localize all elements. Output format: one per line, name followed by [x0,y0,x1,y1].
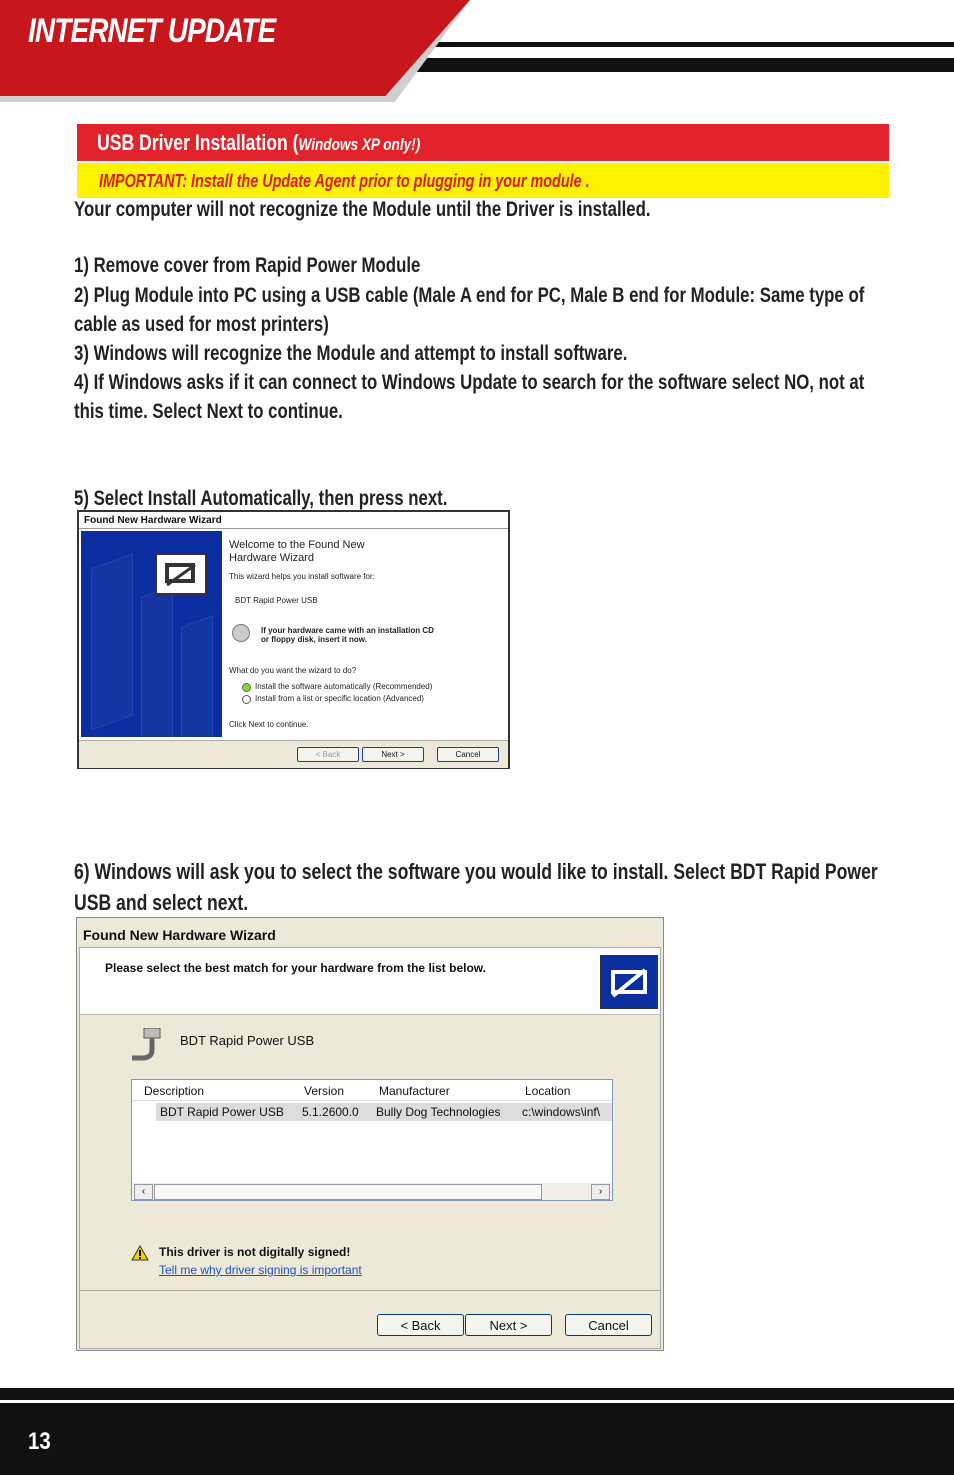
step-4: 4) If Windows asks if it can connect to Windows Update to search for the software select NO, not at [74,371,865,394]
radio-advanced[interactable] [242,695,251,704]
step-5: 5) Select Install Automatically, then press next. [74,487,448,510]
section-title-bar [77,124,889,161]
section-title: USB Driver Installation (Windows XP only!) [97,130,421,155]
step-4-cont: this time. Select Next to continue. [74,400,343,423]
cd-hint-2: or floppy disk, insert it now. [261,635,367,644]
radio-auto[interactable] [242,683,251,692]
footer-bar [0,1403,954,1475]
device-name: BDT Rapid Power USB [235,596,318,605]
next-button[interactable]: Next > [465,1314,552,1336]
back-button[interactable]: < Back [377,1314,464,1336]
step-6: 6) Windows will ask you to select the software you would like to install. Select BDT Rapid Power [74,859,878,884]
step-1: 1) Remove cover from Rapid Power Module [74,254,421,277]
driver-list[interactable] [131,1079,613,1201]
click-next-text: Click Next to continue. [229,720,309,729]
cd-hint-1: If your hardware came with an installation CD [261,626,434,635]
wizard-question: What do you want the wizard to do? [229,666,357,675]
col-location[interactable]: Location [525,1084,571,1098]
driver-signing-link[interactable]: Tell me why driver signing is important [159,1263,362,1277]
unsigned-warning: This driver is not digitally signed! [159,1245,351,1259]
dialog-header-band [80,948,660,1015]
scroll-right-icon[interactable]: › [591,1184,610,1200]
dialog-title: Found New Hardware Wizard [77,918,663,947]
scroll-thumb[interactable] [154,1184,542,1200]
warning-icon [131,1245,149,1261]
step-2: 2) Plug Module into PC using a USB cable (Male A end for PC, Male B end for Module: Same type of [74,284,865,307]
step-2-cont: cable as used for most printers) [74,313,329,336]
col-description[interactable]: Description [144,1084,205,1098]
radio-advanced-label: Install from a list or specific location (Advanced) [255,694,424,703]
col-manufacturer[interactable]: Manufacturer [379,1084,450,1098]
cell-version: 5.1.2600.0 [302,1105,359,1119]
important-note-bar [77,163,889,198]
cancel-button[interactable]: Cancel [565,1314,652,1336]
cd-icon [232,624,250,642]
welcome-heading-1: Welcome to the Found New [229,539,365,551]
cell-description: BDT Rapid Power USB [160,1105,284,1119]
cell-location: c:\windows\inf\ [522,1105,601,1119]
hardware-icon [600,955,658,1009]
device-name: BDT Rapid Power USB [180,1033,315,1048]
welcome-heading-2: Hardware Wizard [229,552,314,564]
back-button[interactable]: < Back [297,747,359,762]
hardware-icon [155,553,207,595]
important-note: IMPORTANT: Install the Update Agent prior to plugging in your module . [99,171,590,191]
horizontal-scrollbar[interactable] [132,1183,612,1200]
step-6-cont: USB and select next. [74,890,249,915]
intro-text: Your computer will not recognize the Module until the Driver is installed. [74,198,651,221]
page-number: 13 [28,1428,51,1455]
dialog-footer [79,740,508,768]
dialog-title: Found New Hardware Wizard [79,512,508,529]
list-header [132,1080,612,1101]
wizard-helps-text: This wizard helps you install software for: [229,572,375,581]
wizard-welcome-screenshot [77,510,510,769]
next-button[interactable]: Next > [362,747,424,762]
dialog-heading: Please select the best match for your hardware from the list below. [105,961,486,975]
cell-manufacturer: Bully Dog Technologies [376,1105,501,1119]
step-3: 3) Windows will recognize the Module and attempt to install software. [74,342,628,365]
footer-divider [80,1290,660,1291]
table-row[interactable] [156,1103,612,1121]
wizard-select-screenshot [76,917,664,1351]
footer-stripe [0,1388,954,1400]
page-title: INTERNET UPDATE [28,12,276,50]
col-version[interactable]: Version [304,1084,345,1098]
scroll-left-icon[interactable]: ‹ [134,1184,153,1200]
wizard-side-graphic [81,531,222,737]
usb-icon [130,1028,164,1064]
radio-auto-label: Install the software automatically (Recommended) [255,682,433,691]
cancel-button[interactable]: Cancel [437,747,499,762]
